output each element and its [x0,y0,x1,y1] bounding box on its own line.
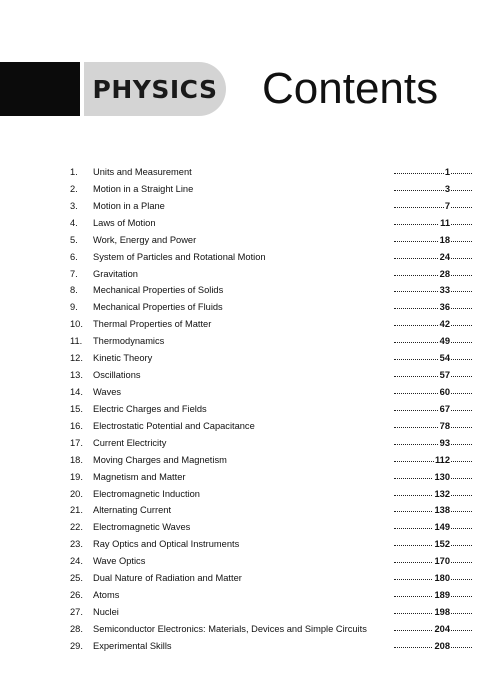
toc-page-number: 60 [439,384,450,401]
toc-page-number: 67 [439,401,450,418]
toc-page-number: 204 [433,621,450,638]
toc-number: 9. [70,302,78,313]
toc-chapter-title: Current Electricity [93,437,167,448]
toc-entry[interactable] [70,435,450,452]
toc-entry[interactable] [70,418,450,435]
toc-number: 11. [70,336,83,347]
toc-entry[interactable] [70,367,450,384]
toc-number: 14. [70,386,83,397]
toc-number: 20. [70,488,83,499]
toc-entry[interactable] [70,519,450,536]
toc-entry[interactable] [70,215,450,232]
toc-entry[interactable] [70,164,450,181]
toc-page-number: 198 [433,604,450,621]
toc-number: 24. [70,556,83,567]
toc-page-number: 130 [433,469,450,486]
toc-chapter-title: Wave Optics [93,556,146,567]
toc-chapter-title: Electrostatic Potential and Capacitance [93,420,255,431]
header-black-block [0,62,80,116]
toc-dot-leader [394,359,472,360]
toc-chapter-title: Oscillations [93,370,141,381]
toc-dot-leader [394,342,472,343]
toc-entry[interactable] [70,587,450,604]
toc-number: 12. [70,353,83,364]
toc-chapter-title: Mechanical Properties of Fluids [93,302,223,313]
toc-entry[interactable] [70,266,450,283]
toc-number: 2. [70,183,78,194]
toc-chapter-title: Motion in a Plane [93,200,165,211]
toc-entry[interactable] [70,333,450,350]
toc-number: 6. [70,251,78,262]
toc-number: 22. [70,522,83,533]
toc-page-number: 138 [433,502,450,519]
toc-dot-leader [394,241,472,242]
toc-dot-leader [394,173,472,174]
toc-entry[interactable] [70,198,450,215]
toc-page-number: 78 [439,418,450,435]
toc-number: 27. [70,606,83,617]
toc-chapter-title: Work, Energy and Power [93,234,197,245]
toc-page-number: 7 [444,198,450,215]
toc-number: 13. [70,370,83,381]
toc-dot-leader [394,258,472,259]
toc-page-number: 36 [439,299,450,316]
toc-entry[interactable] [70,638,450,655]
toc-chapter-title: Motion in a Straight Line [93,183,194,194]
toc-entry[interactable] [70,486,450,503]
toc-page-number: 42 [439,316,450,333]
toc-dot-leader [394,376,472,377]
toc-chapter-title: Mechanical Properties of Solids [93,285,224,296]
toc-entry[interactable] [70,502,450,519]
toc-chapter-title: Electric Charges and Fields [93,403,207,414]
toc-page-number: 93 [439,435,450,452]
toc-entry[interactable] [70,469,450,486]
toc-page-number: 132 [433,486,450,503]
toc-dot-leader [394,224,472,225]
toc-dot-leader [394,207,472,208]
toc-entry[interactable] [70,553,450,570]
toc-number: 29. [70,640,83,651]
toc-number: 26. [70,590,83,601]
toc-chapter-title: Nuclei [93,606,119,617]
toc-chapter-title: Atoms [93,590,120,601]
toc-number: 18. [70,454,83,465]
toc-chapter-title: Laws of Motion [93,217,156,228]
toc-page-number: 152 [433,536,450,553]
toc-dot-leader [394,325,472,326]
toc-number: 17. [70,437,83,448]
toc-chapter-title: Alternating Current [93,505,172,516]
toc-page-number: 18 [439,232,450,249]
toc-number: 19. [70,471,83,482]
toc-entry[interactable] [70,181,450,198]
toc-dot-leader [394,190,472,191]
toc-entry[interactable] [70,401,450,418]
toc-entry[interactable] [70,452,450,469]
toc-page-number: 28 [439,266,450,283]
toc-number: 4. [70,217,78,228]
toc-dot-leader [394,291,472,292]
toc-entry[interactable] [70,282,450,299]
toc-page-number: 208 [433,638,450,655]
page-title: Contents [262,64,439,113]
toc-entry[interactable] [70,604,450,621]
toc-page-number: 33 [439,282,450,299]
toc-page-number: 180 [433,570,450,587]
toc-page-number: 11 [439,215,450,232]
toc-number: 5. [70,234,78,245]
toc-chapter-title: Waves [93,386,122,397]
toc-page-number: 24 [439,249,450,266]
toc-entry[interactable] [70,621,450,638]
toc-page-number: 54 [439,350,450,367]
toc-dot-leader [394,427,472,428]
toc-number: 23. [70,539,83,550]
toc-chapter-title: Semiconductor Electronics: Materials, Devices and Simple Circuits [93,623,367,634]
table-of-contents [70,164,450,655]
toc-number: 25. [70,573,83,584]
toc-dot-leader [394,410,472,411]
toc-dot-leader [394,308,472,309]
toc-dot-leader [394,444,472,445]
toc-number: 8. [70,285,78,296]
toc-page-number: 170 [433,553,450,570]
toc-chapter-title: Electromagnetic Induction [93,488,200,499]
toc-page-number: 3 [444,181,450,198]
toc-chapter-title: Units and Measurement [93,167,192,177]
toc-dot-leader [394,275,472,276]
toc-number: 1. [70,167,78,177]
toc-chapter-title: Ray Optics and Optical Instruments [93,539,240,550]
toc-chapter-title: System of Particles and Rotational Motion [93,251,266,262]
toc-chapter-title: Magnetism and Matter [93,471,186,482]
toc-entry[interactable] [70,232,450,249]
subject-label: PHYSICS [92,74,218,104]
toc-entry[interactable] [70,299,450,316]
toc-page-number: 1 [444,164,450,181]
toc-entry[interactable] [70,316,450,333]
toc-page-number: 57 [439,367,450,384]
toc-entry[interactable] [70,350,450,367]
toc-page-number: 49 [439,333,450,350]
toc-number: 3. [70,200,78,211]
toc-dot-leader [394,461,472,462]
toc-number: 16. [70,420,83,431]
toc-page-number: 149 [433,519,450,536]
toc-number: 10. [70,319,83,330]
toc-number: 7. [70,268,78,279]
toc-chapter-title: Dual Nature of Radiation and Matter [93,573,242,584]
toc-chapter-title: Experimental Skills [93,640,172,651]
toc-chapter-title: Thermodynamics [93,336,165,347]
toc-chapter-title: Gravitation [93,268,138,279]
toc-dot-leader [394,393,472,394]
toc-page-number: 112 [434,452,450,469]
toc-number: 28. [70,623,83,634]
toc-page-number: 189 [433,587,450,604]
toc-entry[interactable] [70,384,450,401]
subject-banner [84,62,226,116]
toc-entry[interactable] [70,536,450,553]
toc-chapter-title: Moving Charges and Magnetism [93,454,227,465]
toc-chapter-title: Electromagnetic Waves [93,522,191,533]
toc-number: 21. [70,505,83,516]
toc-chapter-title: Thermal Properties of Matter [93,319,212,330]
toc-entry[interactable] [70,249,450,266]
toc-entry[interactable] [70,570,450,587]
toc-chapter-title: Kinetic Theory [93,353,153,364]
toc-number: 15. [70,403,83,414]
